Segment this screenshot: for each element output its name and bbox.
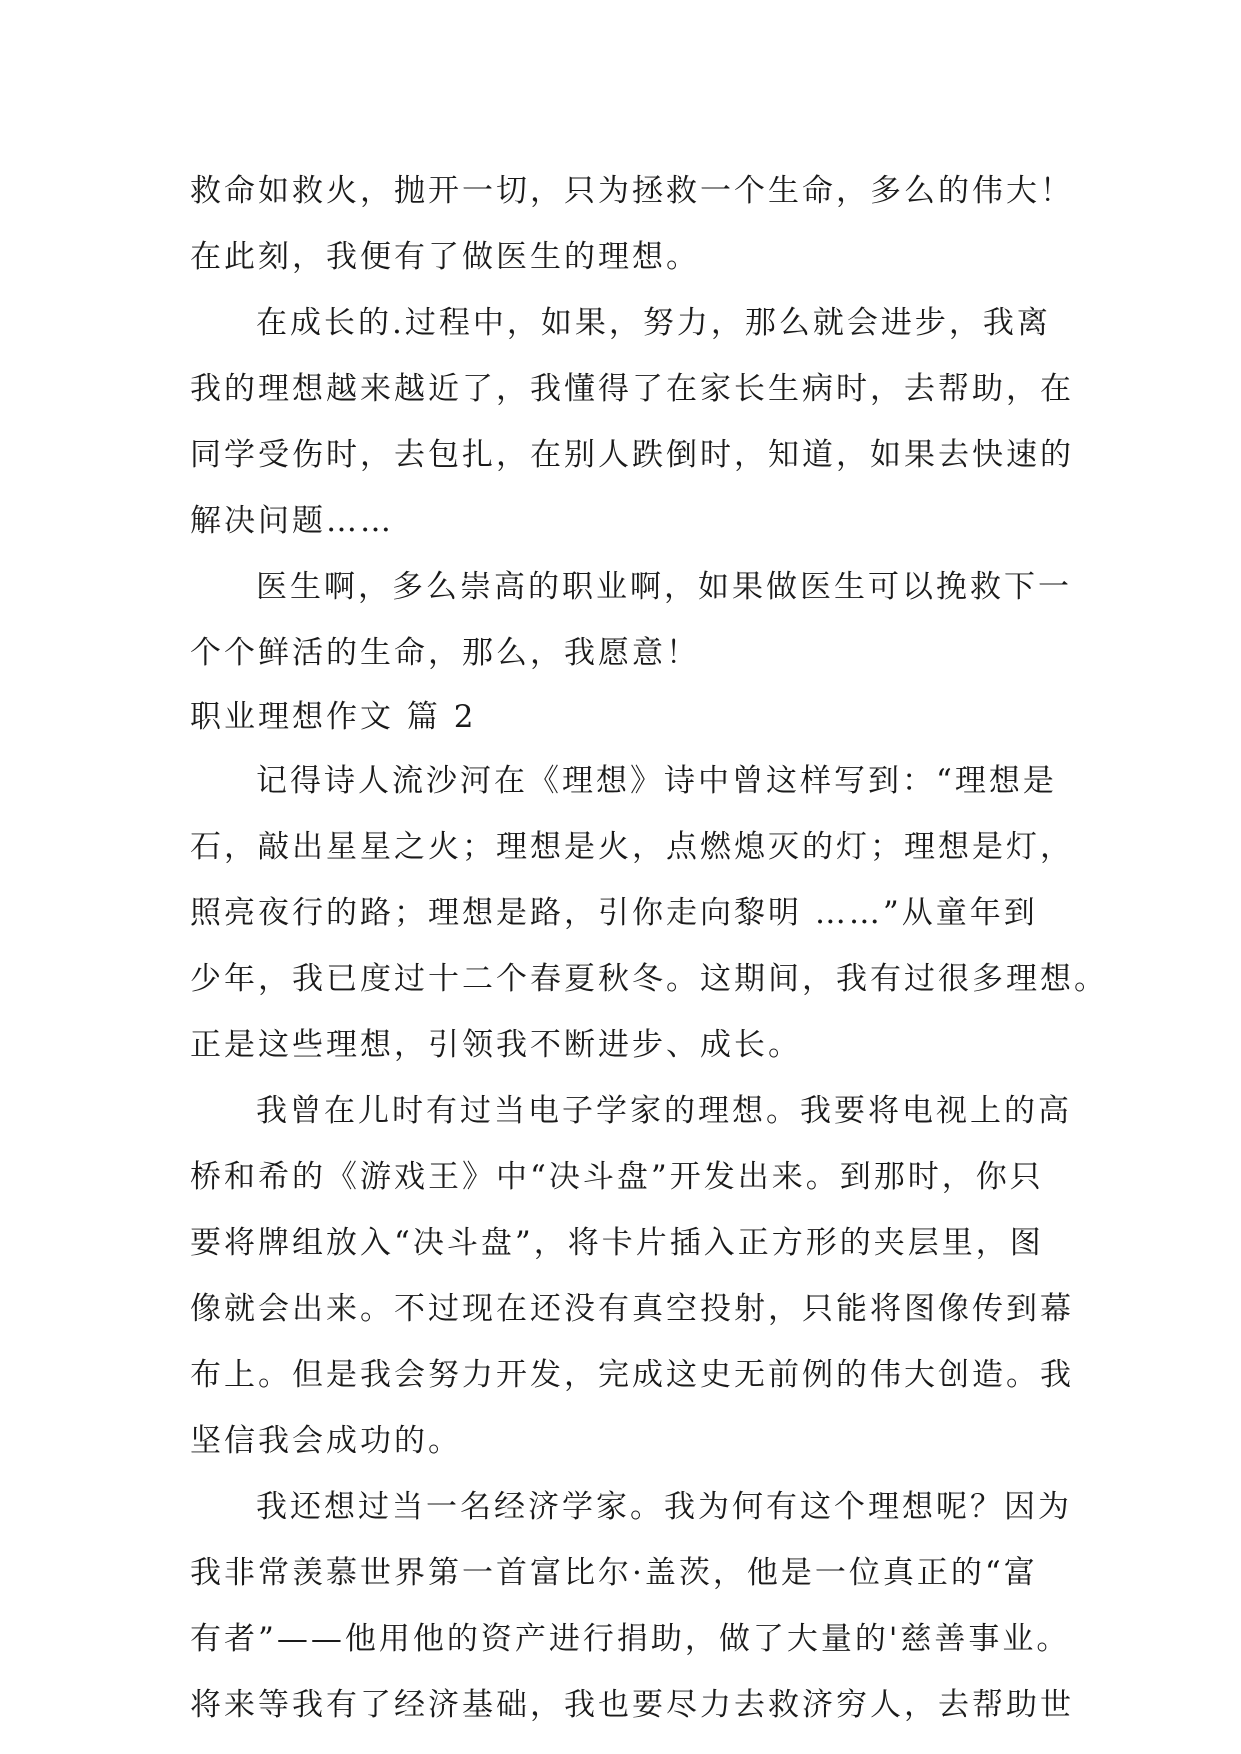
text-line: 在此刻，我便有了做医生的理想。 [190, 239, 700, 275]
text-line: 正是这些理想，引领我不断进步、成长。 [190, 1027, 802, 1063]
text-line: 有者”——他用他的资产进行捐助，做了大量的'慈善事业。 [190, 1621, 1071, 1657]
text-line: 医生啊，多么崇高的职业啊，如果做医生可以挽救下一 [256, 569, 1072, 605]
text-line: 我还想过当一名经济学家。我为何有这个理想呢？因为 [256, 1489, 1072, 1525]
text-line: 解决问题…… [190, 503, 394, 539]
text-line: 将来等我有了经济基础，我也要尽力去救济穷人，去帮助世 [190, 1687, 1074, 1723]
text-line: 我曾在儿时有过当电子学家的理想。我要将电视上的高 [256, 1093, 1072, 1129]
text-line: 布上。但是我会努力开发，完成这史无前例的伟大创造。我 [190, 1357, 1074, 1393]
text-line: 救命如救火，抛开一切，只为拯救一个生命，多么的伟大！ [190, 173, 1074, 209]
text-line: 像就会出来。不过现在还没有真空投射，只能将图像传到幕 [190, 1291, 1074, 1327]
text-line: 记得诗人流沙河在《理想》诗中曾这样写到：“理想是 [256, 763, 1057, 799]
text-line: 石，敲出星星之火；理想是火，点燃熄灭的灯；理想是灯， [190, 829, 1074, 865]
text-line: 坚信我会成功的。 [190, 1423, 462, 1459]
text-line: 我的理想越来越近了，我懂得了在家长生病时，去帮助，在 [190, 371, 1074, 407]
text-line: 桥和希的《游戏王》中“决斗盘”开发出来。到那时，你只 [190, 1159, 1044, 1195]
text-line: 在成长的.过程中，如果，努力，那么就会进步，我离 [256, 305, 1051, 341]
text-line: 我非常羡慕世界第一首富比尔·盖茨，他是一位真正的“富 [190, 1555, 1038, 1591]
text-line: 同学受伤时，去包扎，在别人跌倒时，知道，如果去快速的 [190, 437, 1074, 473]
text-line: 少年，我已度过十二个春夏秋冬。这期间，我有过很多理想。 [190, 961, 1108, 997]
text-line: 要将牌组放入“决斗盘”，将卡片插入正方形的夹层里，图 [190, 1225, 1044, 1261]
section-heading: 职业理想作文 篇 2 [190, 699, 477, 735]
text-line: 个个鲜活的生命，那么，我愿意！ [190, 635, 700, 671]
text-line: 照亮夜行的路；理想是路，引你走向黎明 ……”从童年到 [190, 895, 1038, 931]
document-body [190, 158, 1108, 1738]
